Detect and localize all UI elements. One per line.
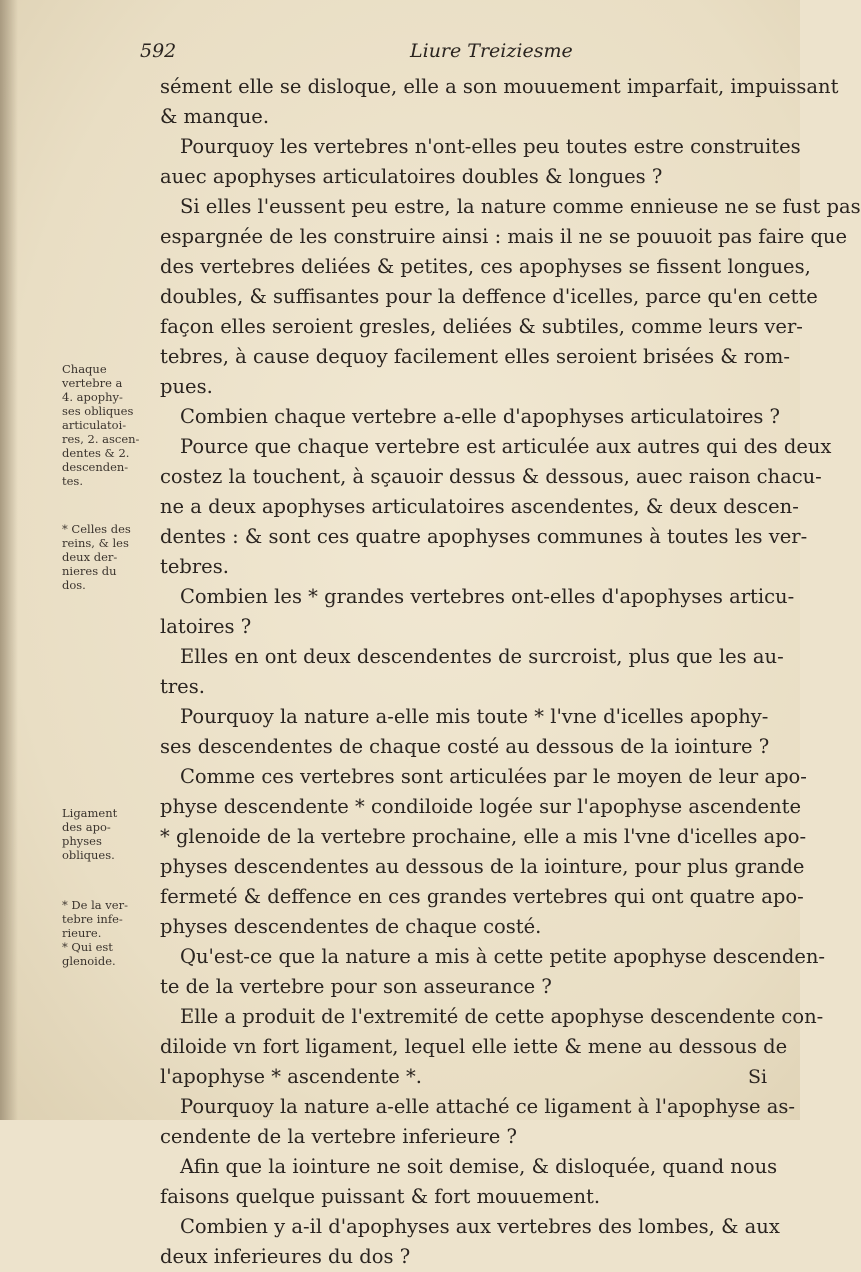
answer-line: Comme ces vertebres sont articulées par le moyen de leur apo- — [180, 765, 807, 788]
question-line: Pourquoy les vertebres n'ont-elles peu toutes estre construites — [180, 135, 801, 158]
question-line: Combien y a-il d'apophyses aux vertebres des lombes, & aux — [180, 1215, 780, 1238]
answer-line: diloide vn fort ligament, lequel elle iette & mene au dessous de — [160, 1035, 788, 1058]
margin-note-line: rieure. — [62, 926, 102, 940]
running-header — [140, 40, 780, 66]
text-line: & manque. — [160, 105, 270, 128]
page-number: 592 — [140, 40, 177, 62]
question-line: te de la vertebre pour son asseurance ? — [160, 975, 552, 998]
margin-note-line: Ligament — [62, 806, 118, 820]
question-line: Combien chaque vertebre a-elle d'apophyses articulatoires ? — [180, 405, 781, 428]
margin-note-line: physes — [62, 834, 102, 848]
margin-note-line: * Qui est — [62, 940, 113, 954]
answer-line: espargnée de les construire ainsi : mais il ne se pouuoit pas faire que — [160, 225, 848, 248]
question-line: Pourquoy la nature a-elle mis toute * l'vne d'icelles apophy- — [180, 705, 769, 728]
margin-note-line: nieres du — [62, 564, 117, 578]
margin-note-line: * De la ver- — [62, 898, 128, 912]
answer-line: tres. — [160, 675, 205, 698]
question-line: cendente de la vertebre inferieure ? — [160, 1125, 517, 1148]
margin-note-line: deux der- — [62, 550, 118, 564]
margin-note-line: Chaque — [62, 362, 107, 376]
margin-note-line: tebre infe- — [62, 912, 123, 926]
question-line: latoires ? — [160, 615, 252, 638]
answer-line: ne a deux apophyses articulatoires ascendentes, & deux descen- — [160, 495, 799, 518]
catchword: Si — [748, 1066, 768, 1088]
margin-note-line: 4. apophy- — [62, 390, 123, 404]
answer-line: Elles en ont deux descendentes de surcroist, plus que les au- — [180, 645, 784, 668]
margin-note-chaque-vertebre — [62, 362, 158, 488]
margin-note-line: obliques. — [62, 848, 115, 862]
margin-note-line: descenden- — [62, 460, 129, 474]
margin-note-ligament — [62, 806, 158, 862]
margin-note-line: reins, & les — [62, 536, 129, 550]
margin-note-line: des apo- — [62, 820, 111, 834]
answer-line: faisons quelque puissant & fort mouuement. — [160, 1185, 601, 1208]
main-text — [160, 72, 861, 1272]
answer-line: * glenoide de la vertebre prochaine, elle a mis l'vne d'icelles apo- — [160, 825, 807, 848]
answer-line: physes descendentes de chaque costé. — [160, 915, 542, 938]
question-line: ses descendentes de chaque costé au dessous de la iointure ? — [160, 735, 770, 758]
answer-line: physes descendentes au dessous de la iointure, pour plus grande — [160, 855, 805, 878]
question-line: Pourquoy la nature a-elle attaché ce ligament à l'apophyse as- — [180, 1095, 795, 1118]
running-title: Liure Treiziesme — [410, 40, 573, 62]
question-line: Combien les * grandes vertebres ont-elles d'apophyses articu- — [180, 585, 795, 608]
answer-line: des vertebres deliées & petites, ces apophyses se fissent longues, — [160, 255, 811, 278]
margin-note-celles-des-reins — [62, 522, 158, 592]
margin-note-line: glenoide. — [62, 954, 116, 968]
question-line: Qu'est-ce que la nature a mis à cette petite apophyse descenden- — [180, 945, 826, 968]
question-line: auec apophyses articulatoires doubles & longues ? — [160, 165, 663, 188]
margin-note-line: * Celles des — [62, 522, 131, 536]
answer-line: pues. — [160, 375, 213, 398]
margin-note-line: articulatoi- — [62, 418, 127, 432]
text-line: sément elle se disloque, elle a son mouuement imparfait, impuissant — [160, 75, 839, 98]
margin-note-line: tes. — [62, 474, 83, 488]
answer-line: Si elles l'eussent peu estre, la nature comme ennieuse ne se fust pas — [180, 195, 861, 218]
answer-line: tebres, à cause dequoy facilement elles seroient brisées & rom- — [160, 345, 790, 368]
answer-line: doubles, & suffisantes pour la deffence d'icelles, parce qu'en cette — [160, 285, 818, 308]
answer-line: physe descendente * condiloide logée sur l'apophyse ascendente — [160, 795, 802, 818]
answer-line: Afin que la iointure ne soit demise, & disloquée, quand nous — [180, 1155, 778, 1178]
answer-line: costez la touchent, à sçauoir dessus & dessous, auec raison chacu- — [160, 465, 822, 488]
margin-note-vertebre-inferieure — [62, 898, 158, 968]
margin-note-line: dos. — [62, 578, 86, 592]
answer-line: Elle a produit de l'extremité de cette apophyse descendente con- — [180, 1005, 824, 1028]
answer-line: Pource que chaque vertebre est articulée aux autres qui des deux — [180, 435, 832, 458]
answer-line: dentes : & sont ces quatre apophyses communes à toutes les ver- — [160, 525, 808, 548]
margin-note-line: ses obliques — [62, 404, 134, 418]
answer-line: tebres. — [160, 555, 229, 578]
question-line: deux inferieures du dos ? — [160, 1245, 411, 1268]
margin-note-line: dentes & 2. — [62, 446, 130, 460]
answer-line: fermeté & deffence en ces grandes vertebres qui ont quatre apo- — [160, 885, 804, 908]
binding-shadow — [0, 0, 18, 1120]
answer-line: façon elles seroient gresles, deliées & subtiles, comme leurs ver- — [160, 315, 803, 338]
margin-note-line: res, 2. ascen- — [62, 432, 140, 446]
answer-line: l'apophyse * ascendente *. — [160, 1065, 422, 1088]
margin-note-line: vertebre a — [62, 376, 123, 390]
